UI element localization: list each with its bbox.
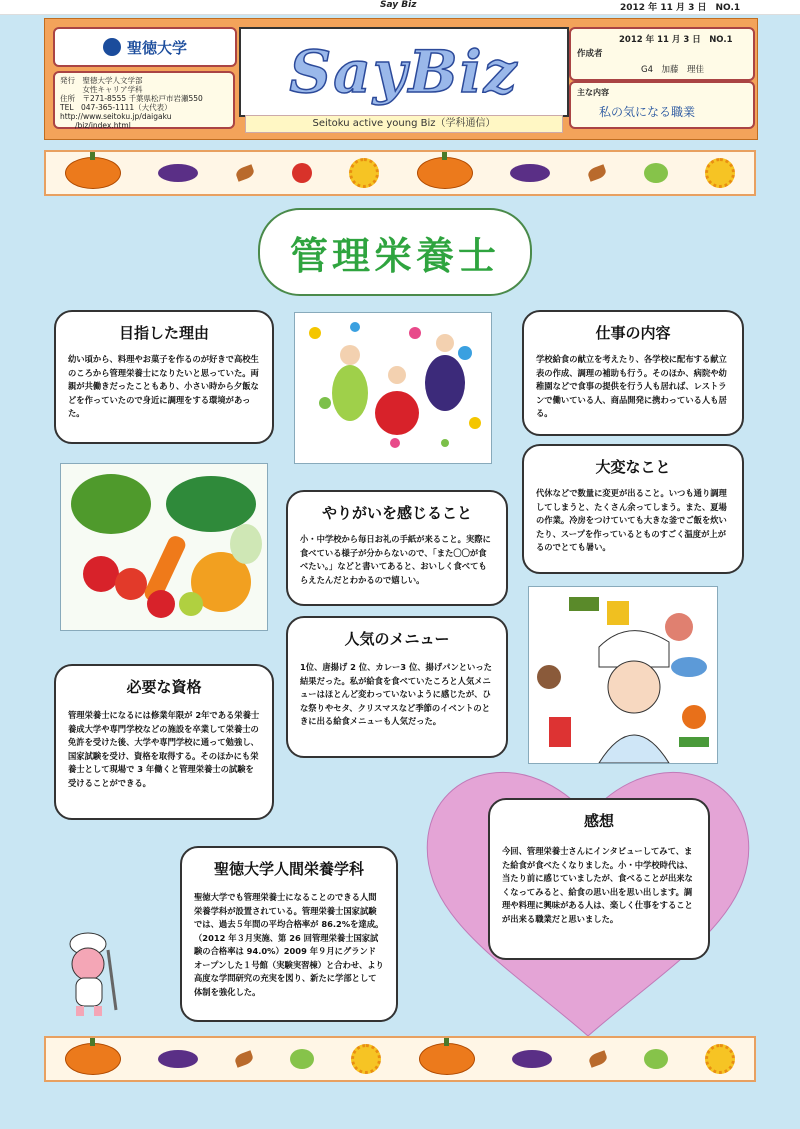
main-title: 管理栄養士	[258, 208, 532, 296]
section-title: やりがいを感じること	[321, 504, 472, 522]
info-line: 発行 聖徳大学人文学部	[60, 76, 143, 85]
eggplant-icon	[158, 1050, 198, 1068]
newsletter-title-box	[239, 27, 569, 117]
section-body: 小・中学校から毎日お礼の手紙が来ること。実際に食べている様子が分からないので、「また〇〇が食べたい。」などと書いてあると、おいしく食べてもらえたんだとわかるので嬉しい。	[300, 534, 491, 585]
apple-icon	[292, 163, 312, 183]
vegetable-border-top	[44, 150, 756, 196]
pumpkin-icon	[65, 1043, 121, 1075]
leaf-icon	[587, 1050, 608, 1067]
section-title: 聖徳大学人間栄養学科	[213, 860, 364, 878]
newsletter-title: SayBiz	[289, 38, 519, 106]
cook-illustration	[528, 586, 718, 764]
sunflower-icon	[705, 158, 735, 188]
info-line: 女性キャリア学科	[60, 85, 143, 94]
section-body: 聖徳大学でも管理栄養士になることのできる人間栄養学科が設置されている。管理栄養士国家試験では、過去５年間の平均合格率が 86.2%を達成。（2012 年３月実施、第 26 回管理栄養士国家試験の合格率は 94.0%）2009 年９月にグランドオープンした１号館（実験実習棟）と合わせ、より高度な学問研究の充実を図り、新たに学部として体制を強化した。	[194, 892, 384, 997]
section-body: 今回、管理栄養士さんにインタビューしてみて、また給食が食べたくなりました。小・中学校時代は、当たり前に感じていましたが、食べることが出来なくなってみると、給食の思い出を思い出します。調理や料理に興味がある人は、楽しく仕事をすることが出来る職業だと思いました。	[502, 846, 693, 924]
vegetables-illustration	[61, 464, 267, 630]
eggplant-icon	[512, 1050, 552, 1068]
cook-girl-illustration	[529, 587, 717, 763]
section-work	[522, 310, 744, 436]
author-name: G4 加藤 理佳	[641, 65, 704, 75]
pumpkin-icon	[417, 157, 473, 189]
melon-icon	[644, 163, 668, 183]
eggplant-icon	[158, 164, 198, 182]
section-body: 幼い頃から、料理やお菓子を作るのが好きで高校生のころから管理栄養士になりたいと思っていた。両親が共働きだったこともあり、小さい時から夕飯などを作っていたので身近に調理をする環境があった。	[68, 354, 259, 418]
section-dept	[180, 846, 398, 1022]
top-bar-date: 2012 年 11 月 3 日 NO.1	[620, 3, 741, 13]
section-title: 仕事の内容	[595, 324, 671, 342]
section-body: 1位、唐揚げ 2 位、カレー3 位、揚げパンといった結果だった。私が給食を食べていたころと人気メニューはほとんど変わっていないように感じたが、ひな祭りやセタ、クリスマスなど季節のイベントのときに出る給食メニューも人気だった。	[300, 662, 492, 726]
sunflower-icon	[351, 1044, 381, 1074]
info-line: /biz/index.html	[60, 121, 131, 130]
chef-mascot-icon	[58, 930, 126, 1020]
performers-illustration	[295, 313, 491, 463]
contents-label: 主な内容	[577, 88, 609, 97]
section-qualification	[54, 664, 274, 820]
melon-icon	[290, 1049, 314, 1069]
section-body: 管理栄養士になるには修業年限が 2年である栄養士養成大学や専門学校などの施設を卒業して栄養士の免許を受けた後、大学や専門学校に通って勉強し、国家試験を受け、資格を取得する。そのほかにも栄養士として現場で 3 年働くと管理栄養士の試験を受けることができる。	[68, 710, 260, 788]
info-line: http://www.seitoku.jp/daigaku	[60, 112, 172, 121]
leaf-icon	[586, 164, 607, 181]
melon-icon	[644, 1049, 668, 1069]
leaf-icon	[233, 1050, 254, 1067]
info-line: 住所 〒271-8555 千葉県松戸市岩瀬550	[60, 94, 203, 103]
top-bar	[0, 0, 800, 15]
publisher-info	[53, 71, 235, 129]
section-body: 代休などで数量に変更が出ること。いつも通り調理してしまうと、たくさん余ってしまう。また、夏場の作業。冷房をつけていても大きな釜でご飯を炊いたり、スープを作っているとものすごく温度が上がるのでとても暑い。	[536, 488, 727, 552]
contents-value: 私の気になる職業	[599, 105, 696, 119]
logo-mark-icon	[103, 38, 121, 56]
section-title: 必要な資格	[126, 678, 202, 696]
contents-meta	[569, 81, 755, 129]
vegetables-photo	[60, 463, 268, 631]
author-label: 作成者	[577, 49, 603, 59]
section-title: 人気のメニュー	[344, 630, 450, 648]
performers-photo	[294, 312, 492, 464]
section-impression	[488, 798, 710, 960]
section-popular	[286, 616, 508, 758]
sunflower-icon	[349, 158, 379, 188]
pumpkin-icon	[65, 157, 121, 189]
section-title: 感想	[583, 812, 614, 830]
section-title: 目指した理由	[118, 324, 209, 342]
university-logo	[53, 27, 237, 67]
masthead	[44, 18, 758, 140]
leaf-icon	[234, 164, 255, 181]
eggplant-icon	[510, 164, 550, 182]
top-bar-title: Say Biz	[380, 0, 417, 10]
issue-date: 2012 年 11 月 3 日 NO.1	[619, 35, 733, 45]
info-line: TEL 047-365-1111（大代表）	[60, 103, 172, 112]
section-worth	[286, 490, 508, 606]
sunflower-icon	[705, 1044, 735, 1074]
section-reason	[54, 310, 274, 444]
section-hard	[522, 444, 744, 574]
newsletter-subtitle: Seitoku active young Biz（学科通信）	[245, 115, 563, 133]
vegetable-border-bottom	[44, 1036, 756, 1082]
logo-text: 聖徳大学	[126, 38, 187, 57]
pumpkin-icon	[419, 1043, 475, 1075]
section-body: 学校給食の献立を考えたり、各学校に配布する献立表の作成、調理の補助も行う。そのほか、病院や幼稚園などで食事の提供を行う人も居れば、レストランで働いている人、商品開発に携わっている人も居る。	[536, 354, 727, 418]
section-title: 大変なこと	[595, 458, 671, 476]
issue-meta	[569, 27, 755, 81]
